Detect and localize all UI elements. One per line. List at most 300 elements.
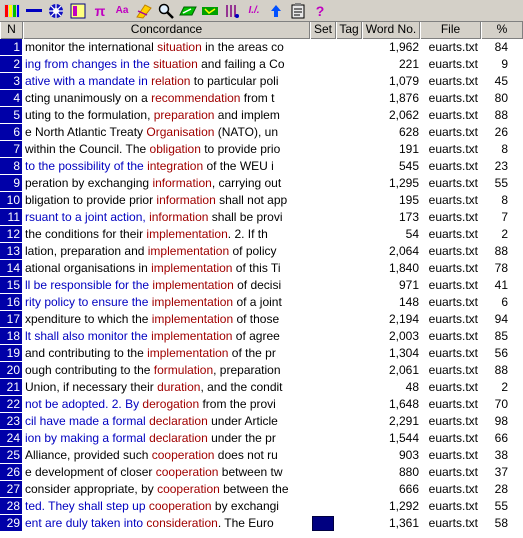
- word-number: 148: [398, 295, 419, 309]
- right-context: from t: [240, 91, 275, 105]
- keyword: Organisation: [146, 125, 215, 139]
- tag-cell[interactable]: [336, 192, 362, 209]
- concordance-list: [0, 39, 523, 532]
- tag-cell[interactable]: [336, 243, 362, 260]
- percent: 70: [494, 397, 508, 411]
- file-name: euarts.txt: [428, 74, 478, 88]
- file-name: euarts.txt: [428, 312, 478, 326]
- italic-icon: I./.: [248, 5, 260, 16]
- tag-cell[interactable]: [336, 464, 362, 481]
- percent: 56: [494, 346, 508, 360]
- right-context: under the pr: [207, 431, 276, 445]
- concordance-line[interactable]: [23, 243, 310, 260]
- table-row[interactable]: [0, 464, 523, 481]
- percent: 23: [494, 159, 508, 173]
- keyword: integration: [147, 159, 204, 173]
- keyword: implementation: [151, 261, 233, 275]
- word-number: 545: [398, 159, 419, 173]
- word-number: 173: [398, 210, 419, 224]
- concordance-line[interactable]: [23, 379, 310, 396]
- right-context: shall not app: [215, 193, 288, 207]
- tag-button[interactable]: [199, 1, 221, 21]
- right-context: to particular poli: [190, 74, 279, 88]
- pi-icon: π: [94, 2, 106, 19]
- right-context: does not ru: [214, 448, 278, 462]
- keyword: implementation: [147, 346, 229, 360]
- right-context: . 2. If th: [227, 227, 268, 241]
- phrase-button[interactable]: [221, 1, 243, 21]
- row-number[interactable]: 2: [0, 56, 23, 73]
- percent: 78: [494, 261, 508, 275]
- column-header-word-no[interactable]: Word No.: [362, 22, 420, 39]
- file-name: euarts.txt: [428, 448, 478, 462]
- tag-cell[interactable]: [336, 141, 362, 158]
- set-cell[interactable]: [310, 226, 336, 243]
- file-name: euarts.txt: [428, 193, 478, 207]
- tag-cell[interactable]: [336, 175, 362, 192]
- file-name: euarts.txt: [428, 499, 478, 513]
- file-name: euarts.txt: [428, 363, 478, 377]
- table-row[interactable]: [0, 515, 523, 532]
- table-row[interactable]: [0, 243, 523, 260]
- left-context: ational organisations in: [25, 261, 152, 275]
- row-number[interactable]: 29: [0, 515, 23, 532]
- set-cell[interactable]: [310, 277, 336, 294]
- left-context: ll be responsible for the: [25, 278, 153, 292]
- set-cell[interactable]: [310, 481, 336, 498]
- percent: 88: [494, 244, 508, 258]
- left-context: Alliance, provided such: [25, 448, 152, 462]
- set-cell[interactable]: [310, 515, 336, 532]
- up-button[interactable]: [265, 1, 287, 21]
- concordance-line[interactable]: [23, 56, 310, 73]
- word-number: 48: [405, 380, 419, 394]
- keyword: situation: [157, 40, 202, 54]
- word-number: 195: [398, 193, 419, 207]
- tag-cell[interactable]: [336, 515, 362, 532]
- set-cell[interactable]: [310, 243, 336, 260]
- tag-cell[interactable]: [336, 277, 362, 294]
- table-row[interactable]: [0, 379, 523, 396]
- right-context: between the: [219, 482, 289, 496]
- set-cell[interactable]: [310, 311, 336, 328]
- right-context: and failing a Co: [197, 57, 285, 71]
- tag-cell[interactable]: [336, 447, 362, 464]
- concordance-line[interactable]: [23, 260, 310, 277]
- left-context: not be adopted. 2. By: [25, 397, 143, 411]
- percent: 80: [494, 91, 508, 105]
- tag-cell[interactable]: [336, 413, 362, 430]
- case-icon: Aa: [115, 5, 129, 16]
- concordance-line[interactable]: [23, 345, 310, 362]
- tag-cell[interactable]: [336, 396, 362, 413]
- word-number: 1,079: [388, 74, 419, 88]
- set-cell[interactable]: [310, 498, 336, 515]
- set-cell[interactable]: [310, 345, 336, 362]
- table-row[interactable]: [0, 277, 523, 294]
- table-row[interactable]: [0, 447, 523, 464]
- file-name: euarts.txt: [428, 40, 478, 54]
- tag-cell[interactable]: [336, 107, 362, 124]
- percent: 58: [494, 516, 508, 530]
- table-row[interactable]: [0, 107, 523, 124]
- line-icon: [26, 4, 42, 18]
- keyword: cooperation: [155, 465, 219, 479]
- table-row[interactable]: [0, 345, 523, 362]
- table-row[interactable]: [0, 90, 523, 107]
- word-number: 1,544: [388, 431, 419, 445]
- concordance-line[interactable]: [23, 413, 310, 430]
- panel-button[interactable]: [67, 1, 89, 21]
- row-number[interactable]: 25: [0, 447, 23, 464]
- word-number: 1,648: [388, 397, 419, 411]
- concordance-line[interactable]: [23, 192, 310, 209]
- left-context: rsuant to a joint action,: [25, 210, 150, 224]
- percent: 2: [501, 380, 508, 394]
- keyword: implementation: [151, 295, 234, 309]
- clipboard-button[interactable]: [287, 1, 309, 21]
- file-name: euarts.txt: [428, 278, 478, 292]
- row-number[interactable]: 20: [0, 362, 23, 379]
- column-header-set[interactable]: Set: [310, 22, 336, 39]
- row-number[interactable]: 1: [0, 39, 23, 56]
- percent: 28: [494, 482, 508, 496]
- concordance-line[interactable]: [23, 107, 310, 124]
- keyword: preparation: [153, 108, 215, 122]
- right-context: by exchangi: [211, 499, 279, 513]
- column-header-file[interactable]: File: [420, 22, 481, 39]
- set-cell[interactable]: [310, 192, 336, 209]
- percent: 45: [494, 74, 508, 88]
- row-number[interactable]: 16: [0, 294, 23, 311]
- columns-icon: [4, 4, 20, 18]
- settings-button[interactable]: [45, 1, 67, 21]
- right-context: under Article: [207, 414, 278, 428]
- tag-cell[interactable]: [336, 56, 362, 73]
- percent: 94: [494, 312, 508, 326]
- row-number[interactable]: 7: [0, 141, 23, 158]
- tag-cell[interactable]: [336, 294, 362, 311]
- arrow-button[interactable]: [177, 1, 199, 21]
- row-number[interactable]: 12: [0, 226, 23, 243]
- percent: 9: [501, 57, 508, 71]
- word-number: 1,840: [388, 261, 419, 275]
- table-row[interactable]: [0, 158, 523, 175]
- set-cell[interactable]: [310, 362, 336, 379]
- left-context: lation, preparation and: [25, 244, 148, 258]
- left-context: consider appropriate, by: [25, 482, 158, 496]
- row-number[interactable]: 23: [0, 413, 23, 430]
- case-button[interactable]: [111, 1, 133, 21]
- column-header-pct[interactable]: %: [481, 22, 523, 39]
- left-context: rity policy to ensure the: [25, 295, 152, 309]
- set-cell[interactable]: [310, 73, 336, 90]
- concordance-line[interactable]: [23, 311, 310, 328]
- set-cell[interactable]: [310, 141, 336, 158]
- tag-cell[interactable]: [336, 498, 362, 515]
- set-cell[interactable]: [310, 175, 336, 192]
- row-number[interactable]: 22: [0, 396, 23, 413]
- row-number[interactable]: 10: [0, 192, 23, 209]
- tag-icon: [201, 3, 219, 19]
- percent: 55: [494, 499, 508, 513]
- file-name: euarts.txt: [428, 414, 478, 428]
- set-cell[interactable]: [310, 430, 336, 447]
- word-number: 880: [398, 465, 419, 479]
- tag-cell[interactable]: [336, 73, 362, 90]
- word-number: 2,062: [388, 108, 419, 122]
- word-number: 2,003: [388, 329, 419, 343]
- search-icon: [158, 3, 174, 19]
- file-name: euarts.txt: [428, 210, 478, 224]
- percent: 6: [501, 295, 508, 309]
- concordance-line[interactable]: [23, 226, 310, 243]
- table-row[interactable]: [0, 73, 523, 90]
- percent: 2: [501, 227, 508, 241]
- left-context: ing from changes in the: [25, 57, 154, 71]
- tag-cell[interactable]: [336, 124, 362, 141]
- left-context: within the Council. The: [25, 142, 150, 156]
- concordance-line[interactable]: [23, 141, 310, 158]
- word-number: 191: [398, 142, 419, 156]
- tag-cell[interactable]: [336, 90, 362, 107]
- keyword: information: [149, 210, 209, 224]
- tag-cell[interactable]: [336, 39, 362, 56]
- file-name: euarts.txt: [428, 159, 478, 173]
- row-number[interactable]: 27: [0, 481, 23, 498]
- concordance-line[interactable]: [23, 294, 310, 311]
- toolbar: [0, 0, 523, 22]
- set-cell[interactable]: [310, 107, 336, 124]
- file-name: euarts.txt: [428, 465, 478, 479]
- file-name: euarts.txt: [428, 108, 478, 122]
- right-context: of the WEU i: [203, 159, 274, 173]
- right-context: of a joint: [233, 295, 282, 309]
- left-context: xpenditure to which the: [25, 312, 152, 326]
- tag-cell[interactable]: [336, 328, 362, 345]
- table-row[interactable]: [0, 260, 523, 277]
- search-button[interactable]: [155, 1, 177, 21]
- row-number[interactable]: 15: [0, 277, 23, 294]
- row-number[interactable]: 21: [0, 379, 23, 396]
- set-cell[interactable]: [310, 124, 336, 141]
- table-row[interactable]: [0, 311, 523, 328]
- line-button[interactable]: [23, 1, 45, 21]
- set-cell[interactable]: [310, 260, 336, 277]
- file-name: euarts.txt: [428, 346, 478, 360]
- column-header-row: [0, 22, 523, 39]
- concordance-line[interactable]: [23, 447, 310, 464]
- table-row[interactable]: [0, 141, 523, 158]
- concordance-line[interactable]: [23, 90, 310, 107]
- highlight-button[interactable]: [133, 1, 155, 21]
- percent: 98: [494, 414, 508, 428]
- concordance-line[interactable]: [23, 39, 310, 56]
- table-row[interactable]: [0, 226, 523, 243]
- left-context: e development of closer: [25, 465, 156, 479]
- table-row[interactable]: [0, 362, 523, 379]
- right-context: , carrying out: [211, 176, 282, 190]
- set-cell[interactable]: [310, 209, 336, 226]
- concordance-line[interactable]: [23, 124, 310, 141]
- word-number: 971: [398, 278, 419, 292]
- word-number: 2,291: [388, 414, 419, 428]
- help-button[interactable]: [309, 1, 331, 21]
- concordance-line[interactable]: [23, 362, 310, 379]
- table-row[interactable]: [0, 39, 523, 56]
- row-number[interactable]: 13: [0, 243, 23, 260]
- row-number[interactable]: 11: [0, 209, 23, 226]
- set-cell[interactable]: [310, 158, 336, 175]
- concordance-line[interactable]: [23, 328, 310, 345]
- file-name: euarts.txt: [428, 227, 478, 241]
- keyword: formulation: [153, 363, 214, 377]
- table-row[interactable]: [0, 56, 523, 73]
- tag-cell[interactable]: [336, 481, 362, 498]
- tag-cell[interactable]: [336, 226, 362, 243]
- right-context: of agree: [232, 329, 280, 343]
- keyword: implementation: [152, 278, 234, 292]
- set-cell[interactable]: [310, 396, 336, 413]
- left-context: the conditions for their: [25, 227, 147, 241]
- tag-cell[interactable]: [336, 158, 362, 175]
- italic-button[interactable]: [243, 1, 265, 21]
- row-number[interactable]: 18: [0, 328, 23, 345]
- keyword: situation: [153, 57, 198, 71]
- tag-cell[interactable]: [336, 345, 362, 362]
- gear-icon: [48, 3, 64, 19]
- left-context: cil have made a formal: [25, 414, 150, 428]
- word-number: 1,361: [388, 516, 419, 530]
- tag-cell[interactable]: [336, 430, 362, 447]
- table-row[interactable]: [0, 413, 523, 430]
- table-row[interactable]: [0, 396, 523, 413]
- word-number: 2,064: [388, 244, 419, 258]
- row-number[interactable]: 28: [0, 498, 23, 515]
- concordance-line[interactable]: [23, 73, 310, 90]
- arrow-icon: [179, 3, 197, 19]
- left-context: Union, if necessary their: [25, 380, 158, 394]
- row-number[interactable]: 17: [0, 311, 23, 328]
- keyword: declaration: [149, 414, 208, 428]
- right-context: of this Ti: [232, 261, 281, 275]
- keyword: cooperation: [148, 499, 212, 513]
- keyword: implementation: [151, 312, 234, 326]
- tag-cell[interactable]: [336, 379, 362, 396]
- set-cell[interactable]: [310, 56, 336, 73]
- keyword: consideration: [146, 516, 218, 530]
- file-name: euarts.txt: [428, 244, 478, 258]
- file-name: euarts.txt: [428, 91, 478, 105]
- column-header-tag[interactable]: Tag: [336, 22, 362, 39]
- file-name: euarts.txt: [428, 295, 478, 309]
- row-number[interactable]: 9: [0, 175, 23, 192]
- left-context: e North Atlantic Treaty: [25, 125, 147, 139]
- table-row[interactable]: [0, 124, 523, 141]
- row-number[interactable]: 26: [0, 464, 23, 481]
- row-number[interactable]: 8: [0, 158, 23, 175]
- set-cell[interactable]: [310, 328, 336, 345]
- concordance-line[interactable]: [23, 209, 310, 226]
- row-number[interactable]: 19: [0, 345, 23, 362]
- table-row[interactable]: [0, 175, 523, 192]
- file-name: euarts.txt: [428, 142, 478, 156]
- percent: 7: [501, 210, 508, 224]
- table-row[interactable]: [0, 294, 523, 311]
- row-number[interactable]: 14: [0, 260, 23, 277]
- concordance-line[interactable]: [23, 515, 310, 532]
- percent: 88: [494, 363, 508, 377]
- word-number: 2,061: [388, 363, 419, 377]
- concordance-line[interactable]: [23, 396, 310, 413]
- row-number[interactable]: 5: [0, 107, 23, 124]
- row-number[interactable]: 24: [0, 430, 23, 447]
- table-row[interactable]: [0, 481, 523, 498]
- set-cell[interactable]: [310, 413, 336, 430]
- table-row[interactable]: [0, 498, 523, 515]
- keyword: obligation: [149, 142, 201, 156]
- tag-cell[interactable]: [336, 260, 362, 277]
- percent: 8: [501, 193, 508, 207]
- columns-button[interactable]: [1, 1, 23, 21]
- row-number[interactable]: 6: [0, 124, 23, 141]
- right-context: from the provi: [199, 397, 276, 411]
- right-context: , preparation: [213, 363, 281, 377]
- help-icon: ?: [315, 2, 325, 19]
- set-cell[interactable]: [310, 464, 336, 481]
- set-cell[interactable]: [310, 294, 336, 311]
- left-context: bligation to provide prior: [25, 193, 157, 207]
- row-number[interactable]: 4: [0, 90, 23, 107]
- concordance-line[interactable]: [23, 464, 310, 481]
- tag-cell[interactable]: [336, 311, 362, 328]
- column-header-concordance[interactable]: Concordance: [23, 22, 310, 39]
- concordance-line[interactable]: [23, 430, 310, 447]
- table-row[interactable]: [0, 209, 523, 226]
- table-row[interactable]: [0, 430, 523, 447]
- column-header-n[interactable]: N: [0, 22, 23, 39]
- right-context: , and the condit: [200, 380, 283, 394]
- table-row[interactable]: [0, 328, 523, 345]
- set-cell[interactable]: [310, 379, 336, 396]
- word-number: 1,876: [388, 91, 419, 105]
- left-context: lt shall also monitor the: [25, 329, 152, 343]
- file-name: euarts.txt: [428, 380, 478, 394]
- percent: 85: [494, 329, 508, 343]
- table-row[interactable]: [0, 192, 523, 209]
- concordance-line[interactable]: [23, 498, 310, 515]
- concordance-line[interactable]: [23, 158, 310, 175]
- word-number: 903: [398, 448, 419, 462]
- concordance-line[interactable]: [23, 277, 310, 294]
- file-name: euarts.txt: [428, 431, 478, 445]
- word-number: 1,292: [388, 499, 419, 513]
- pi-button[interactable]: [89, 1, 111, 21]
- word-number: 666: [398, 482, 419, 496]
- keyword: duration: [157, 380, 201, 394]
- concordance-line[interactable]: [23, 175, 310, 192]
- tag-cell[interactable]: [336, 362, 362, 379]
- keyword: declaration: [149, 431, 208, 445]
- word-number: 1,962: [388, 40, 419, 54]
- word-number: 221: [398, 57, 419, 71]
- tag-cell[interactable]: [336, 209, 362, 226]
- row-number[interactable]: 3: [0, 73, 23, 90]
- set-cell[interactable]: [310, 447, 336, 464]
- set-cell[interactable]: [310, 39, 336, 56]
- concordance-line[interactable]: [23, 481, 310, 498]
- set-cell[interactable]: [310, 90, 336, 107]
